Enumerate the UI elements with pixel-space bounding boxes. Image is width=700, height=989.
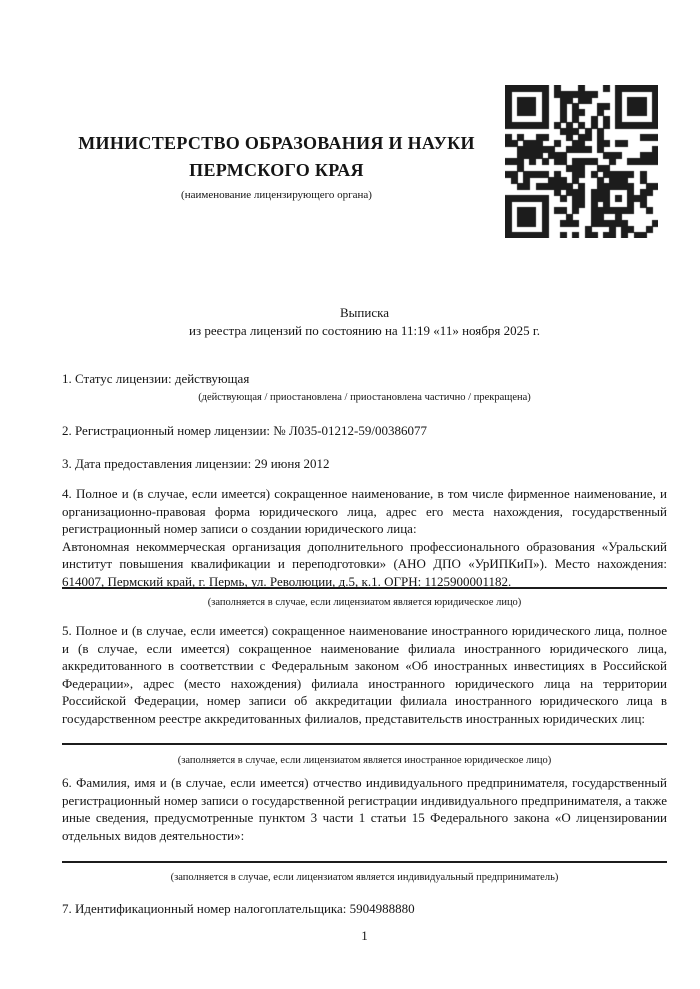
fill-line-foreign-entity xyxy=(62,743,667,745)
item-registration-number: 2. Регистрационный номер лицензии: № Л035-01212-59/00386077 xyxy=(62,423,428,438)
issuing-authority-header xyxy=(62,130,491,202)
item-legal-entity-caption: (заполняется в случае, если лицензиатом является юридическое лицо) xyxy=(207,597,522,608)
item-entrepreneur-caption: (заполняется в случае, если лицензиатом является индивидуальный предприниматель) xyxy=(170,872,559,883)
authority-subtitle: (наименование лицензирующего органа) xyxy=(181,189,372,201)
document-heading xyxy=(62,304,667,339)
document-heading-line2: из реестра лицензий по состоянию на 11:19 «11» ноября 2025 г. xyxy=(189,322,540,338)
item-legal-entity xyxy=(62,485,667,591)
item-legal-entity-label: 4. Полное и (в случае, если имеется) сокращенное наименование, в том числе фирменное наименование, и организационно-правовая форма юридического лица, адрес его места нахождения, государственный регистрационный номер записи о создании юридического лица: xyxy=(62,486,667,537)
item-foreign-entity: 5. Полное и (в случае, если имеется) сокращенное наименование иностранного юридического лица, полное и (в случае, если имеется) сокращенное наименование филиала иностранного юридического лица, аккредитованного в соответствии с Федеральным законом «Об иностранных инвестициях в Российской Федерации», адрес (место нахождения) филиала иностранного юридического лица на территории Российской Федерации, номер записи об аккредитации филиала иностранного юридического лица в государственном реестре аккредитованных филиалов, представительств иностранных юридических лиц: xyxy=(62,623,667,726)
item-taxpayer-number: 7. Идентификационный номер налогоплательщика: 5904988880 xyxy=(62,901,415,916)
fill-line-legal-entity xyxy=(62,587,667,589)
item-legal-entity-value: Автономная некоммерческая организация дополнительного профессионального образования «Уральский институт повышения квалификации и переподготовки» (АНО ДПО «УрИПКиП»). Место нахождения: 614007, Пермский край, г. Пермь, ул. Революции, д.5, к.1. ОГРН: 1125900001182. xyxy=(62,538,667,589)
authority-name-line2: ПЕРМСКОГО КРАЯ xyxy=(189,160,364,180)
item-license-status: 1. Статус лицензии: действующая xyxy=(62,371,250,386)
qr-code-icon xyxy=(505,85,658,238)
authority-name-line1: МИНИСТЕРСТВО ОБРАЗОВАНИЯ И НАУКИ xyxy=(78,133,475,153)
item-foreign-entity-caption: (заполняется в случае, если лицензиатом является иностранное юридическое лицо) xyxy=(177,755,552,766)
item-license-status-caption: (действующая / приостановлена / приостановлена частично / прекращена) xyxy=(198,392,531,403)
fill-line-entrepreneur xyxy=(62,861,667,863)
item-entrepreneur: 6. Фамилия, имя и (в случае, если имеется) отчество индивидуального предпринимателя, государственный регистрационный номер записи о государственной регистрации индивидуального предпринимателя, а также иные сведения, предусмотренные пунктом 3 части 1 статьи 15 Федерального закона «О лицензировании отдельных видов деятельности»: xyxy=(62,775,667,843)
page-number: 1 xyxy=(361,928,368,943)
item-grant-date: 3. Дата предоставления лицензии: 29 июня 2012 xyxy=(62,456,330,471)
document-heading-line1: Выписка xyxy=(340,305,389,320)
